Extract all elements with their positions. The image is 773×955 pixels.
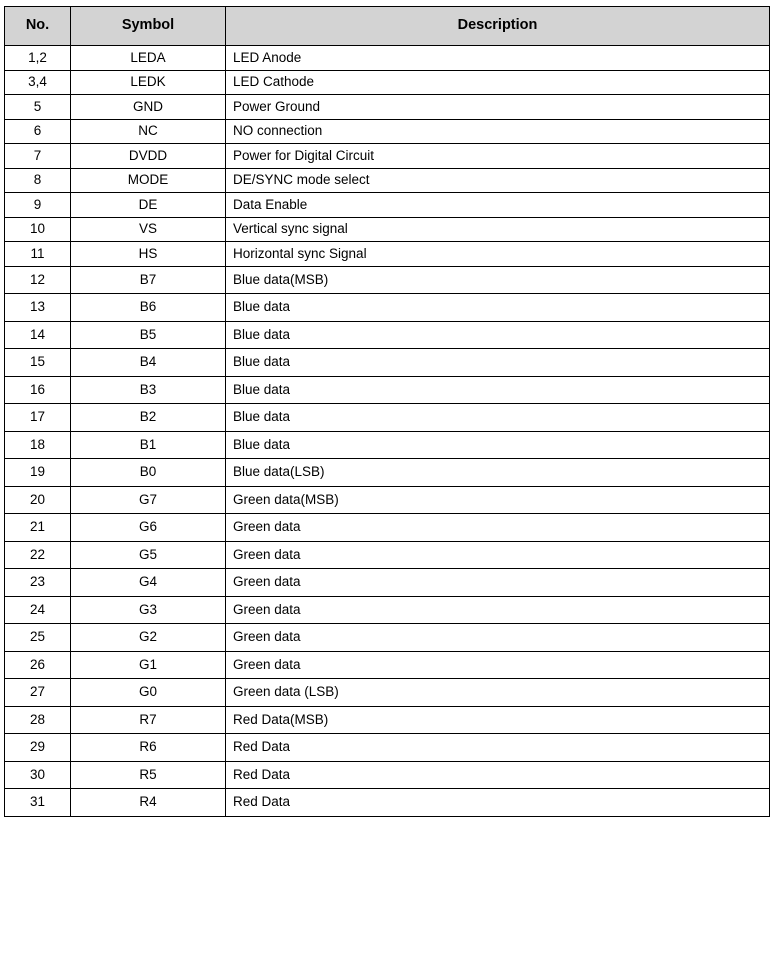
cell-pin-number: 13: [5, 294, 71, 322]
table-row: [5, 651, 770, 679]
cell-description: Green data: [226, 541, 770, 569]
cell-symbol: LEDA: [71, 46, 226, 71]
table-row: [5, 569, 770, 597]
table-row: [5, 514, 770, 542]
column-header-no: No.: [5, 7, 71, 46]
cell-symbol: G7: [71, 486, 226, 514]
cell-pin-number: 10: [5, 217, 71, 242]
cell-pin-number: 23: [5, 569, 71, 597]
table-row: [5, 217, 770, 242]
table-row: [5, 761, 770, 789]
cell-pin-number: 22: [5, 541, 71, 569]
cell-symbol: LEDK: [71, 70, 226, 95]
cell-symbol: B2: [71, 404, 226, 432]
cell-description: LED Anode: [226, 46, 770, 71]
cell-pin-number: 7: [5, 144, 71, 169]
cell-description: Power for Digital Circuit: [226, 144, 770, 169]
cell-symbol: B7: [71, 266, 226, 294]
table-row: [5, 376, 770, 404]
cell-description: Green data: [226, 651, 770, 679]
cell-symbol: G0: [71, 679, 226, 707]
cell-pin-number: 14: [5, 321, 71, 349]
cell-pin-number: 28: [5, 706, 71, 734]
cell-pin-number: 15: [5, 349, 71, 377]
cell-description: Red Data(MSB): [226, 706, 770, 734]
cell-description: Blue data: [226, 376, 770, 404]
cell-description: Blue data: [226, 294, 770, 322]
cell-description: LED Cathode: [226, 70, 770, 95]
table-row: [5, 596, 770, 624]
cell-symbol: G1: [71, 651, 226, 679]
column-header-description: Description: [226, 7, 770, 46]
cell-symbol: B5: [71, 321, 226, 349]
table-row: [5, 321, 770, 349]
table-row: [5, 679, 770, 707]
table-row: [5, 706, 770, 734]
cell-pin-number: 9: [5, 193, 71, 218]
cell-symbol: G6: [71, 514, 226, 542]
cell-description: Red Data: [226, 761, 770, 789]
cell-description: Green data: [226, 596, 770, 624]
table-row: [5, 266, 770, 294]
cell-description: Data Enable: [226, 193, 770, 218]
cell-description: Blue data: [226, 321, 770, 349]
table-row: [5, 193, 770, 218]
cell-description: NO connection: [226, 119, 770, 144]
cell-description: Green data: [226, 514, 770, 542]
table-row: [5, 168, 770, 193]
cell-pin-number: 3,4: [5, 70, 71, 95]
table-row: [5, 294, 770, 322]
cell-description: Blue data: [226, 404, 770, 432]
table-row: [5, 242, 770, 267]
table-header: [5, 7, 770, 46]
cell-pin-number: 29: [5, 734, 71, 762]
cell-pin-number: 6: [5, 119, 71, 144]
cell-symbol: G5: [71, 541, 226, 569]
cell-symbol: G3: [71, 596, 226, 624]
cell-pin-number: 5: [5, 95, 71, 120]
table-row: [5, 95, 770, 120]
cell-pin-number: 16: [5, 376, 71, 404]
cell-pin-number: 18: [5, 431, 71, 459]
cell-pin-number: 25: [5, 624, 71, 652]
column-header-symbol: Symbol: [71, 7, 226, 46]
table-row: [5, 404, 770, 432]
cell-description: Horizontal sync Signal: [226, 242, 770, 267]
table-row: [5, 789, 770, 817]
cell-description: Blue data(LSB): [226, 459, 770, 487]
cell-pin-number: 1,2: [5, 46, 71, 71]
table-row: [5, 624, 770, 652]
table-row: [5, 349, 770, 377]
cell-symbol: R4: [71, 789, 226, 817]
cell-pin-number: 11: [5, 242, 71, 267]
table-row: [5, 144, 770, 169]
cell-pin-number: 12: [5, 266, 71, 294]
cell-description: Blue data: [226, 431, 770, 459]
cell-description: Green data(MSB): [226, 486, 770, 514]
cell-symbol: B1: [71, 431, 226, 459]
cell-description: Power Ground: [226, 95, 770, 120]
cell-description: Blue data: [226, 349, 770, 377]
cell-description: Blue data(MSB): [226, 266, 770, 294]
cell-symbol: GND: [71, 95, 226, 120]
table-row: [5, 734, 770, 762]
cell-symbol: R6: [71, 734, 226, 762]
cell-description: DE/SYNC mode select: [226, 168, 770, 193]
table-body: [5, 46, 770, 817]
cell-pin-number: 8: [5, 168, 71, 193]
cell-symbol: HS: [71, 242, 226, 267]
cell-pin-number: 26: [5, 651, 71, 679]
cell-description: Green data: [226, 569, 770, 597]
cell-pin-number: 17: [5, 404, 71, 432]
cell-pin-number: 30: [5, 761, 71, 789]
cell-pin-number: 21: [5, 514, 71, 542]
cell-symbol: G4: [71, 569, 226, 597]
cell-pin-number: 20: [5, 486, 71, 514]
table-row: [5, 541, 770, 569]
cell-symbol: B3: [71, 376, 226, 404]
cell-symbol: MODE: [71, 168, 226, 193]
cell-description: Red Data: [226, 734, 770, 762]
cell-symbol: R5: [71, 761, 226, 789]
cell-symbol: VS: [71, 217, 226, 242]
cell-symbol: DVDD: [71, 144, 226, 169]
cell-description: Green data (LSB): [226, 679, 770, 707]
table-row: [5, 119, 770, 144]
cell-symbol: G2: [71, 624, 226, 652]
cell-symbol: NC: [71, 119, 226, 144]
table-row: [5, 459, 770, 487]
cell-symbol: B0: [71, 459, 226, 487]
cell-description: Red Data: [226, 789, 770, 817]
cell-description: Green data: [226, 624, 770, 652]
cell-pin-number: 24: [5, 596, 71, 624]
table-row: [5, 46, 770, 71]
table-row: [5, 486, 770, 514]
cell-description: Vertical sync signal: [226, 217, 770, 242]
cell-symbol: DE: [71, 193, 226, 218]
table-row: [5, 431, 770, 459]
cell-symbol: B6: [71, 294, 226, 322]
cell-pin-number: 19: [5, 459, 71, 487]
cell-pin-number: 27: [5, 679, 71, 707]
pin-description-table: [4, 6, 770, 817]
cell-symbol: B4: [71, 349, 226, 377]
cell-pin-number: 31: [5, 789, 71, 817]
table-row: [5, 70, 770, 95]
table-header-row: [5, 7, 770, 46]
cell-symbol: R7: [71, 706, 226, 734]
